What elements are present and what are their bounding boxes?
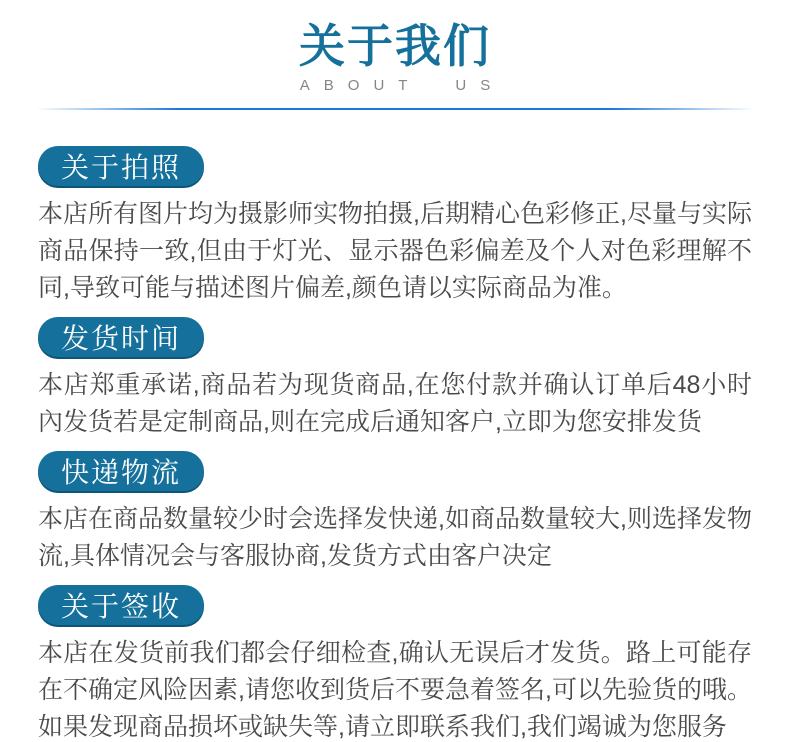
section-shipping-time [38,317,752,441]
sections-container [0,110,790,742]
section-body-receipt: 本店在发货前我们都会仔细检查,确认无误后才发货。路上可能存在不确定风险因素,请您收到货后不要急着签名,可以先验货的哦。如果发现商品损坏或缺失等,请立即联系我们,我们竭诚为您服务 [38,639,752,741]
section-label-receipt: 关于签收 [38,585,204,625]
section-label-photography: 关于拍照 [38,146,204,186]
section-body-logistics: 本店在商品数量较少时会选择发快递,如商品数量较大,则选择发物流,具体情况会与客服协商,发货方式由客户决定 [38,505,752,570]
page-title: 关于我们 [299,20,491,72]
section-photography [38,146,752,307]
section-label-logistics: 快递物流 [38,451,204,491]
page-header [0,0,790,110]
section-body-photography: 本店所有图片均为摄影师实物拍摄,后期精心色彩修正,尽量与实际商品保持一致,但由于灯光、显示器色彩偏差及个人对色彩理解不同,导致可能与描述图片偏差,颜色请以实际商品为准。 [38,200,752,302]
page-subtitle: ABOUT US [299,77,505,94]
section-receipt [38,585,752,742]
section-logistics [38,451,752,575]
section-label-shipping-time: 发货时间 [38,317,204,357]
section-body-shipping-time: 本店郑重承诺,商品若为现货商品,在您付款并确认订单后48小时內发货若是定制商品,则在完成后通知客户,立即为您安排发货 [38,371,752,436]
